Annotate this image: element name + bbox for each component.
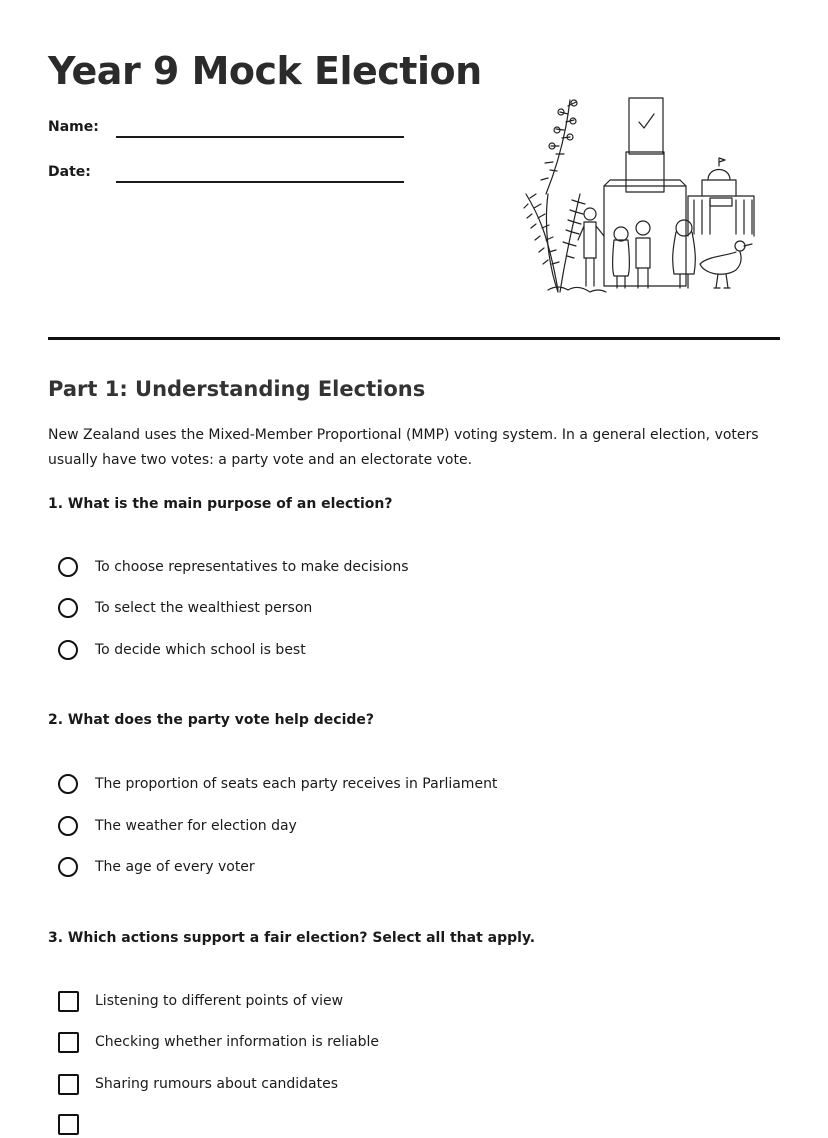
q2-option-2[interactable] bbox=[57, 814, 757, 840]
q2-option-1[interactable] bbox=[57, 772, 757, 798]
election-illustration bbox=[518, 94, 760, 298]
option-label: Listening to different points of view bbox=[95, 993, 344, 1009]
option-label: The proportion of seats each party receives in Parliament bbox=[95, 776, 498, 792]
q3-option-2[interactable] bbox=[57, 1030, 757, 1056]
date-label: Date: bbox=[48, 164, 91, 180]
voters bbox=[578, 208, 695, 288]
option-label: Checking whether information is reliable bbox=[95, 1034, 379, 1050]
page-title: Year 9 Mock Election bbox=[48, 49, 482, 93]
option-label: To choose representatives to make decisions bbox=[95, 559, 409, 575]
radio-button[interactable] bbox=[58, 774, 78, 794]
checkbox[interactable] bbox=[58, 991, 79, 1012]
q1-option-2[interactable] bbox=[57, 596, 757, 622]
option-label: The age of every voter bbox=[95, 859, 255, 875]
checkbox[interactable] bbox=[58, 1074, 79, 1095]
checkbox[interactable] bbox=[58, 1114, 79, 1135]
q2-option-3[interactable] bbox=[57, 855, 757, 881]
ballot-box bbox=[604, 98, 686, 286]
radio-button[interactable] bbox=[58, 857, 78, 877]
option-label: Sharing rumours about candidates bbox=[95, 1076, 339, 1092]
q1-option-1[interactable] bbox=[57, 555, 757, 581]
q1-option-3[interactable] bbox=[57, 638, 757, 664]
bird bbox=[700, 241, 752, 288]
radio-button[interactable] bbox=[58, 816, 78, 836]
section-divider bbox=[48, 337, 780, 340]
intro-text: New Zealand uses the Mixed-Member Proportional (MMP) voting system. In a general election, voters usually have two votes: a party vote and an electorate vote. bbox=[48, 427, 759, 468]
q3-option-1[interactable] bbox=[57, 989, 757, 1015]
radio-button[interactable] bbox=[58, 598, 78, 618]
checkbox[interactable] bbox=[58, 1032, 79, 1053]
parliament-building bbox=[688, 158, 754, 236]
question-2: 2. What does the party vote help decide? bbox=[48, 712, 375, 728]
radio-button[interactable] bbox=[58, 557, 78, 577]
name-label: Name: bbox=[48, 119, 99, 135]
radio-button[interactable] bbox=[58, 640, 78, 660]
option-label: The weather for election day bbox=[95, 818, 297, 834]
q3-option-4[interactable] bbox=[57, 1112, 757, 1138]
date-input-line[interactable] bbox=[116, 181, 404, 183]
q3-option-3[interactable] bbox=[57, 1072, 757, 1098]
option-label: To decide which school is best bbox=[95, 642, 306, 658]
section-title: Part 1: Understanding Elections bbox=[48, 377, 426, 401]
name-input-line[interactable] bbox=[116, 136, 404, 138]
question-1: 1. What is the main purpose of an election? bbox=[48, 496, 393, 512]
option-label: To select the wealthiest person bbox=[95, 600, 313, 616]
question-3: 3. Which actions support a fair election? Select all that apply. bbox=[48, 930, 536, 946]
